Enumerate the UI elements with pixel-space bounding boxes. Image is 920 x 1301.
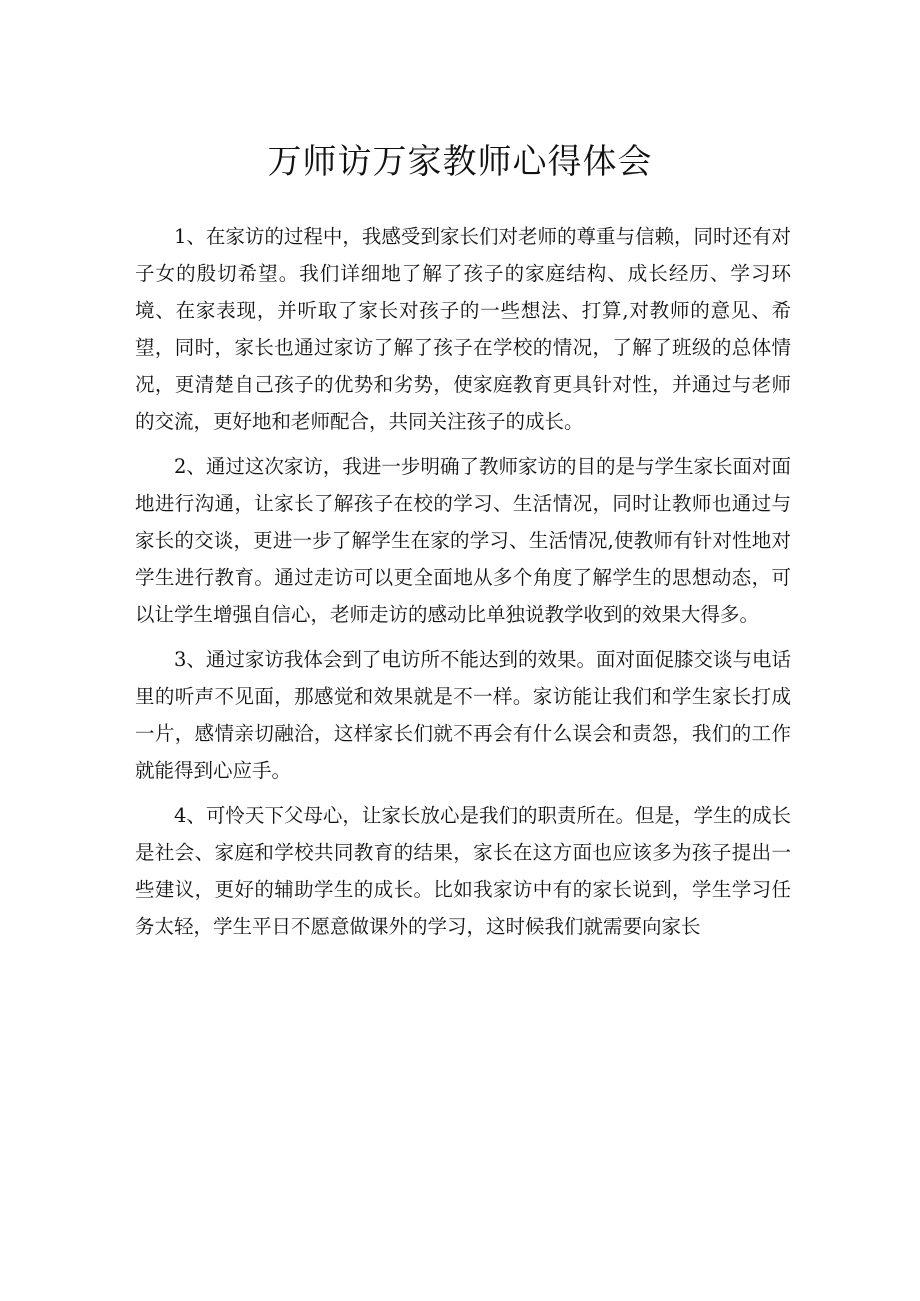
paragraph-1: 1、在家访的过程中，我感受到家长们对老师的尊重与信赖，同时还有对子女的殷切希望。我们详细地了解了孩子的家庭结构、成长经历、学习环境、在家表现，并听取了家长对孩子的一些想法、打算,对教师的意见、希望，同时，家长也通过家访了解了孩子在学校的情况，了解了班级的总体情况，更清楚自己孩子的优势和劣势，使家庭教育更具针对性，并通过与老师的交流，更好地和老师配合，共同关注孩子的成长。 bbox=[135, 225, 791, 433]
document-body bbox=[135, 218, 791, 953]
paragraph-2: 2、通过这次家访，我进一步明确了教师家访的目的是与学生家长面对面地进行沟通，让家长了解孩子在校的学习、生活情况，同时让教师也通过与家长的交谈，更进一步了解学生在家的学习、生活情况,使教师有针对性地对学生进行教育。通过走访可以更全面地从多个角度了解学生的思想动态，可以让学生增强自信心，老师走访的感动比单独说教学收到的效果大得多。 bbox=[135, 455, 791, 626]
paragraph-3: 3、通过家访我体会到了电访所不能达到的效果。面对面促膝交谈与电话里的听声不见面，那感觉和效果就是不一样。家访能让我们和学生家长打成一片，感情亲切融洽，这样家长们就不再会有什么误会和责怨，我们的工作就能得到心应手。 bbox=[135, 648, 791, 782]
paragraph-4: 4、可怜天下父母心，让家长放心是我们的职责所在。但是，学生的成长是社会、家庭和学校共同教育的结果，家长在这方面也应该多为孩子提出一些建议，更好的辅助学生的成长。比如我家访中有的家长说到，学生学习任务太轻，学生平日不愿意做课外的学习，这时候我们就需要向家长 bbox=[135, 804, 791, 938]
page-title: 万师访万家教师心得体会 bbox=[267, 142, 653, 182]
